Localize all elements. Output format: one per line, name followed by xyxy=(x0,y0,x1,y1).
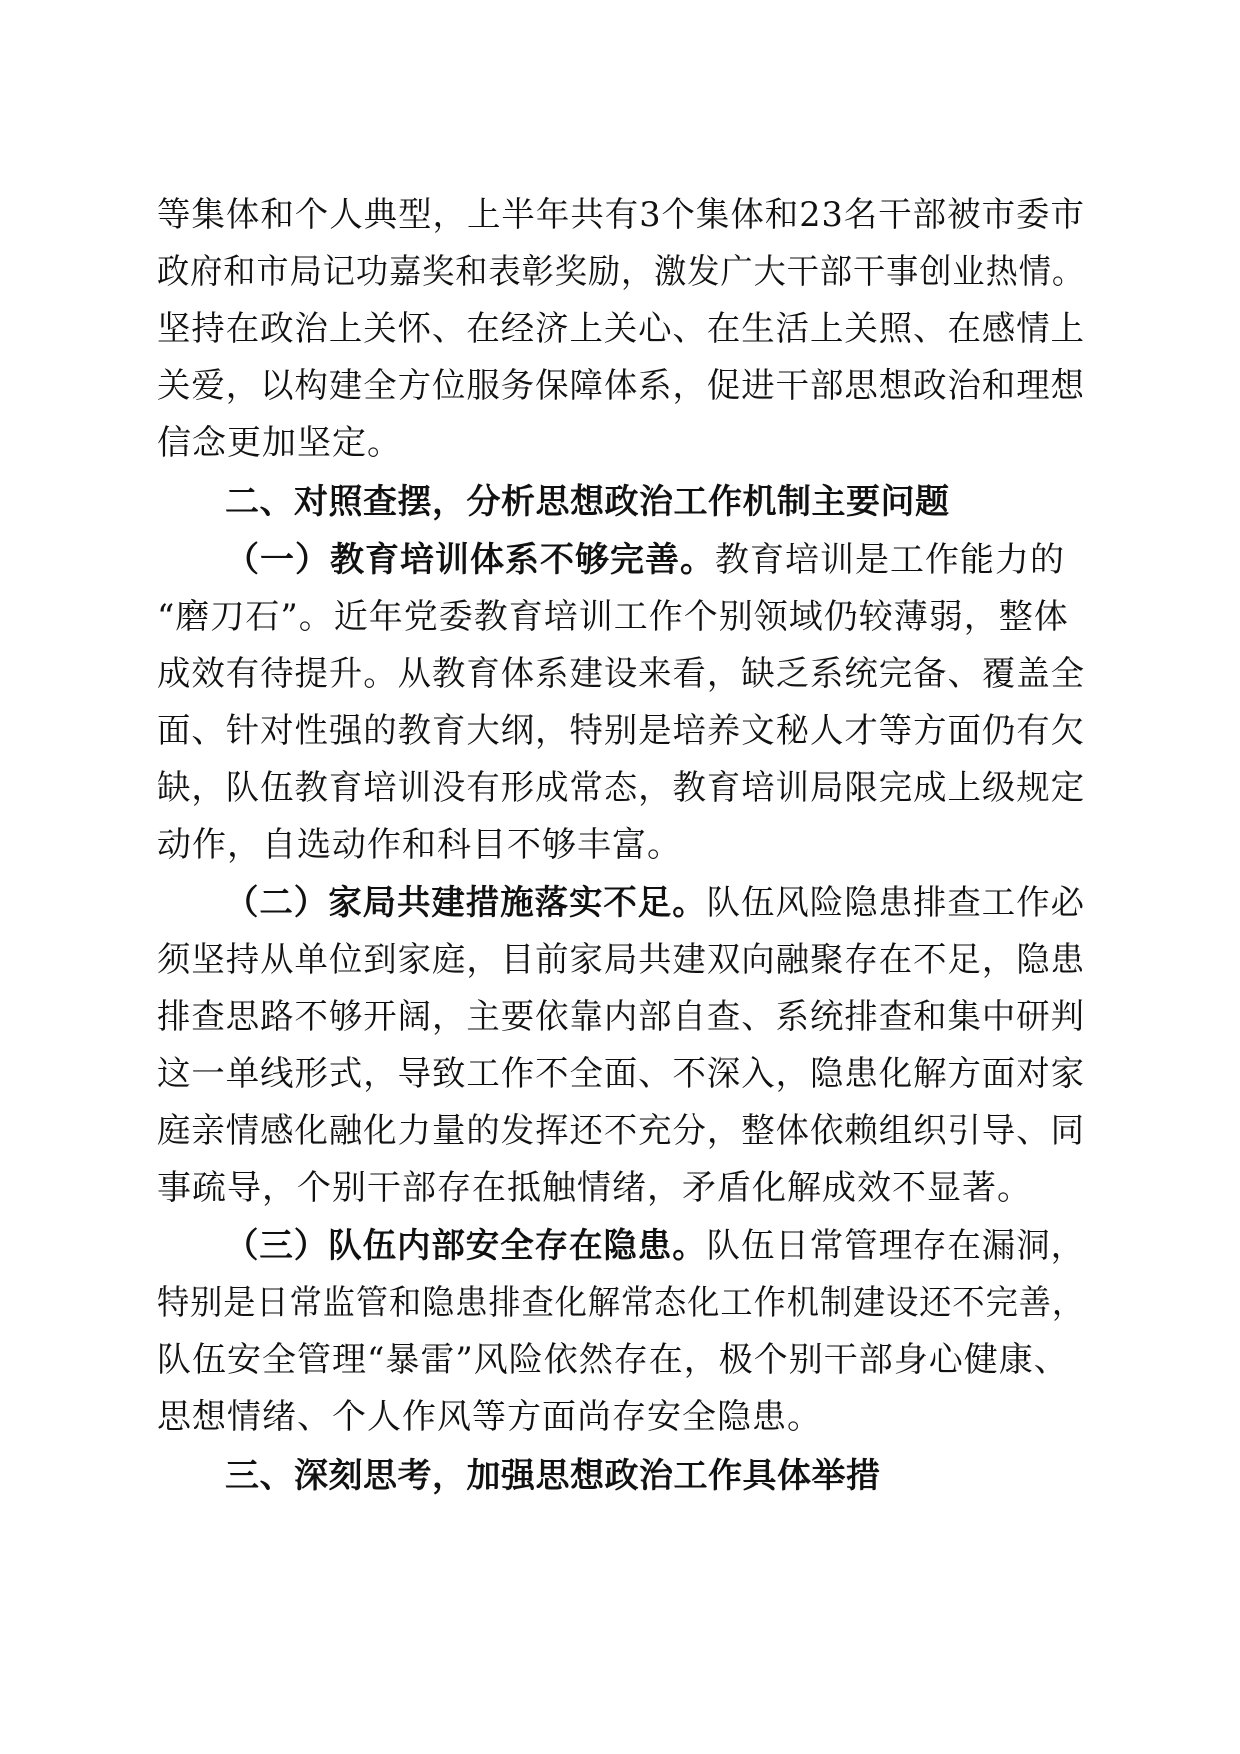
paragraph-line: 思想情绪、个人作风等方面尚存安全隐患。 xyxy=(157,1397,822,1437)
paragraph-line: 坚持在政治上关怀、在经济上关心、在生活上关照、在感情上 xyxy=(157,309,1085,349)
paragraph-line: “磨刀石”。近年党委教育培训工作个别领域仍较薄弱，整体 xyxy=(157,597,1069,637)
item2-first-line xyxy=(225,883,1085,923)
paragraph-line: 缺，队伍教育培训没有形成常态，教育培训局限完成上级规定 xyxy=(157,768,1085,808)
paragraph-line: 成效有待提升。从教育体系建设来看，缺乏系统完备、覆盖全 xyxy=(157,654,1085,694)
item1-first-line xyxy=(225,540,1065,580)
paragraph-line: 面、针对性强的教育大纲，特别是培养文秘人才等方面仍有欠 xyxy=(157,711,1085,751)
item2-lead: （二）家局共建措施落实不足。 xyxy=(225,883,707,923)
paragraph-line: 队伍安全管理“暴雷”风险依然存在，极个别干部身心健康、 xyxy=(157,1340,1069,1380)
paragraph-line: 政府和市局记功嘉奖和表彰奖励，激发广大干部干事创业热情。 xyxy=(157,252,1085,292)
item1-first-rest: 教育培训是工作能力的 xyxy=(715,540,1065,580)
paragraph-line: 特别是日常监管和隐患排查化解常态化工作机制建设还不完善， xyxy=(157,1283,1085,1323)
paragraph-line: 须坚持从单位到家庭，目前家局共建双向融聚存在不足，隐患 xyxy=(157,940,1085,980)
paragraph-line: 等集体和个人典型，上半年共有3个集体和23名干部被市委市 xyxy=(157,195,1085,235)
item1-lead: （一）教育培训体系不够完善。 xyxy=(225,540,715,580)
paragraph-line: 动作，自选动作和科目不够丰富。 xyxy=(157,825,682,865)
item3-lead: （三）队伍内部安全存在隐患。 xyxy=(225,1226,707,1266)
paragraph-line: 事疏导，个别干部存在抵触情绪，矛盾化解成效不显著。 xyxy=(157,1168,1032,1208)
paragraph-line: 关爱，以构建全方位服务保障体系，促进干部思想政治和理想 xyxy=(157,366,1085,406)
paragraph-line: 这一单线形式，导致工作不全面、不深入，隐患化解方面对家 xyxy=(157,1054,1085,1094)
paragraph-line: 庭亲情感化融化力量的发挥还不充分，整体依赖组织引导、同 xyxy=(157,1111,1085,1151)
item3-first-rest: 队伍日常管理存在漏洞， xyxy=(706,1226,1085,1266)
paragraph-line: 排查思路不够开阔，主要依靠内部自查、系统排查和集中研判 xyxy=(157,997,1085,1037)
paragraph-line: 信念更加坚定。 xyxy=(157,423,402,463)
section-heading-2: 二、对照查摆，分析思想政治工作机制主要问题 xyxy=(225,482,950,522)
item3-first-line xyxy=(225,1226,1085,1266)
item2-first-rest: 队伍风险隐患排查工作必 xyxy=(706,883,1085,923)
section-heading-3: 三、深刻思考，加强思想政治工作具体举措 xyxy=(225,1456,881,1496)
